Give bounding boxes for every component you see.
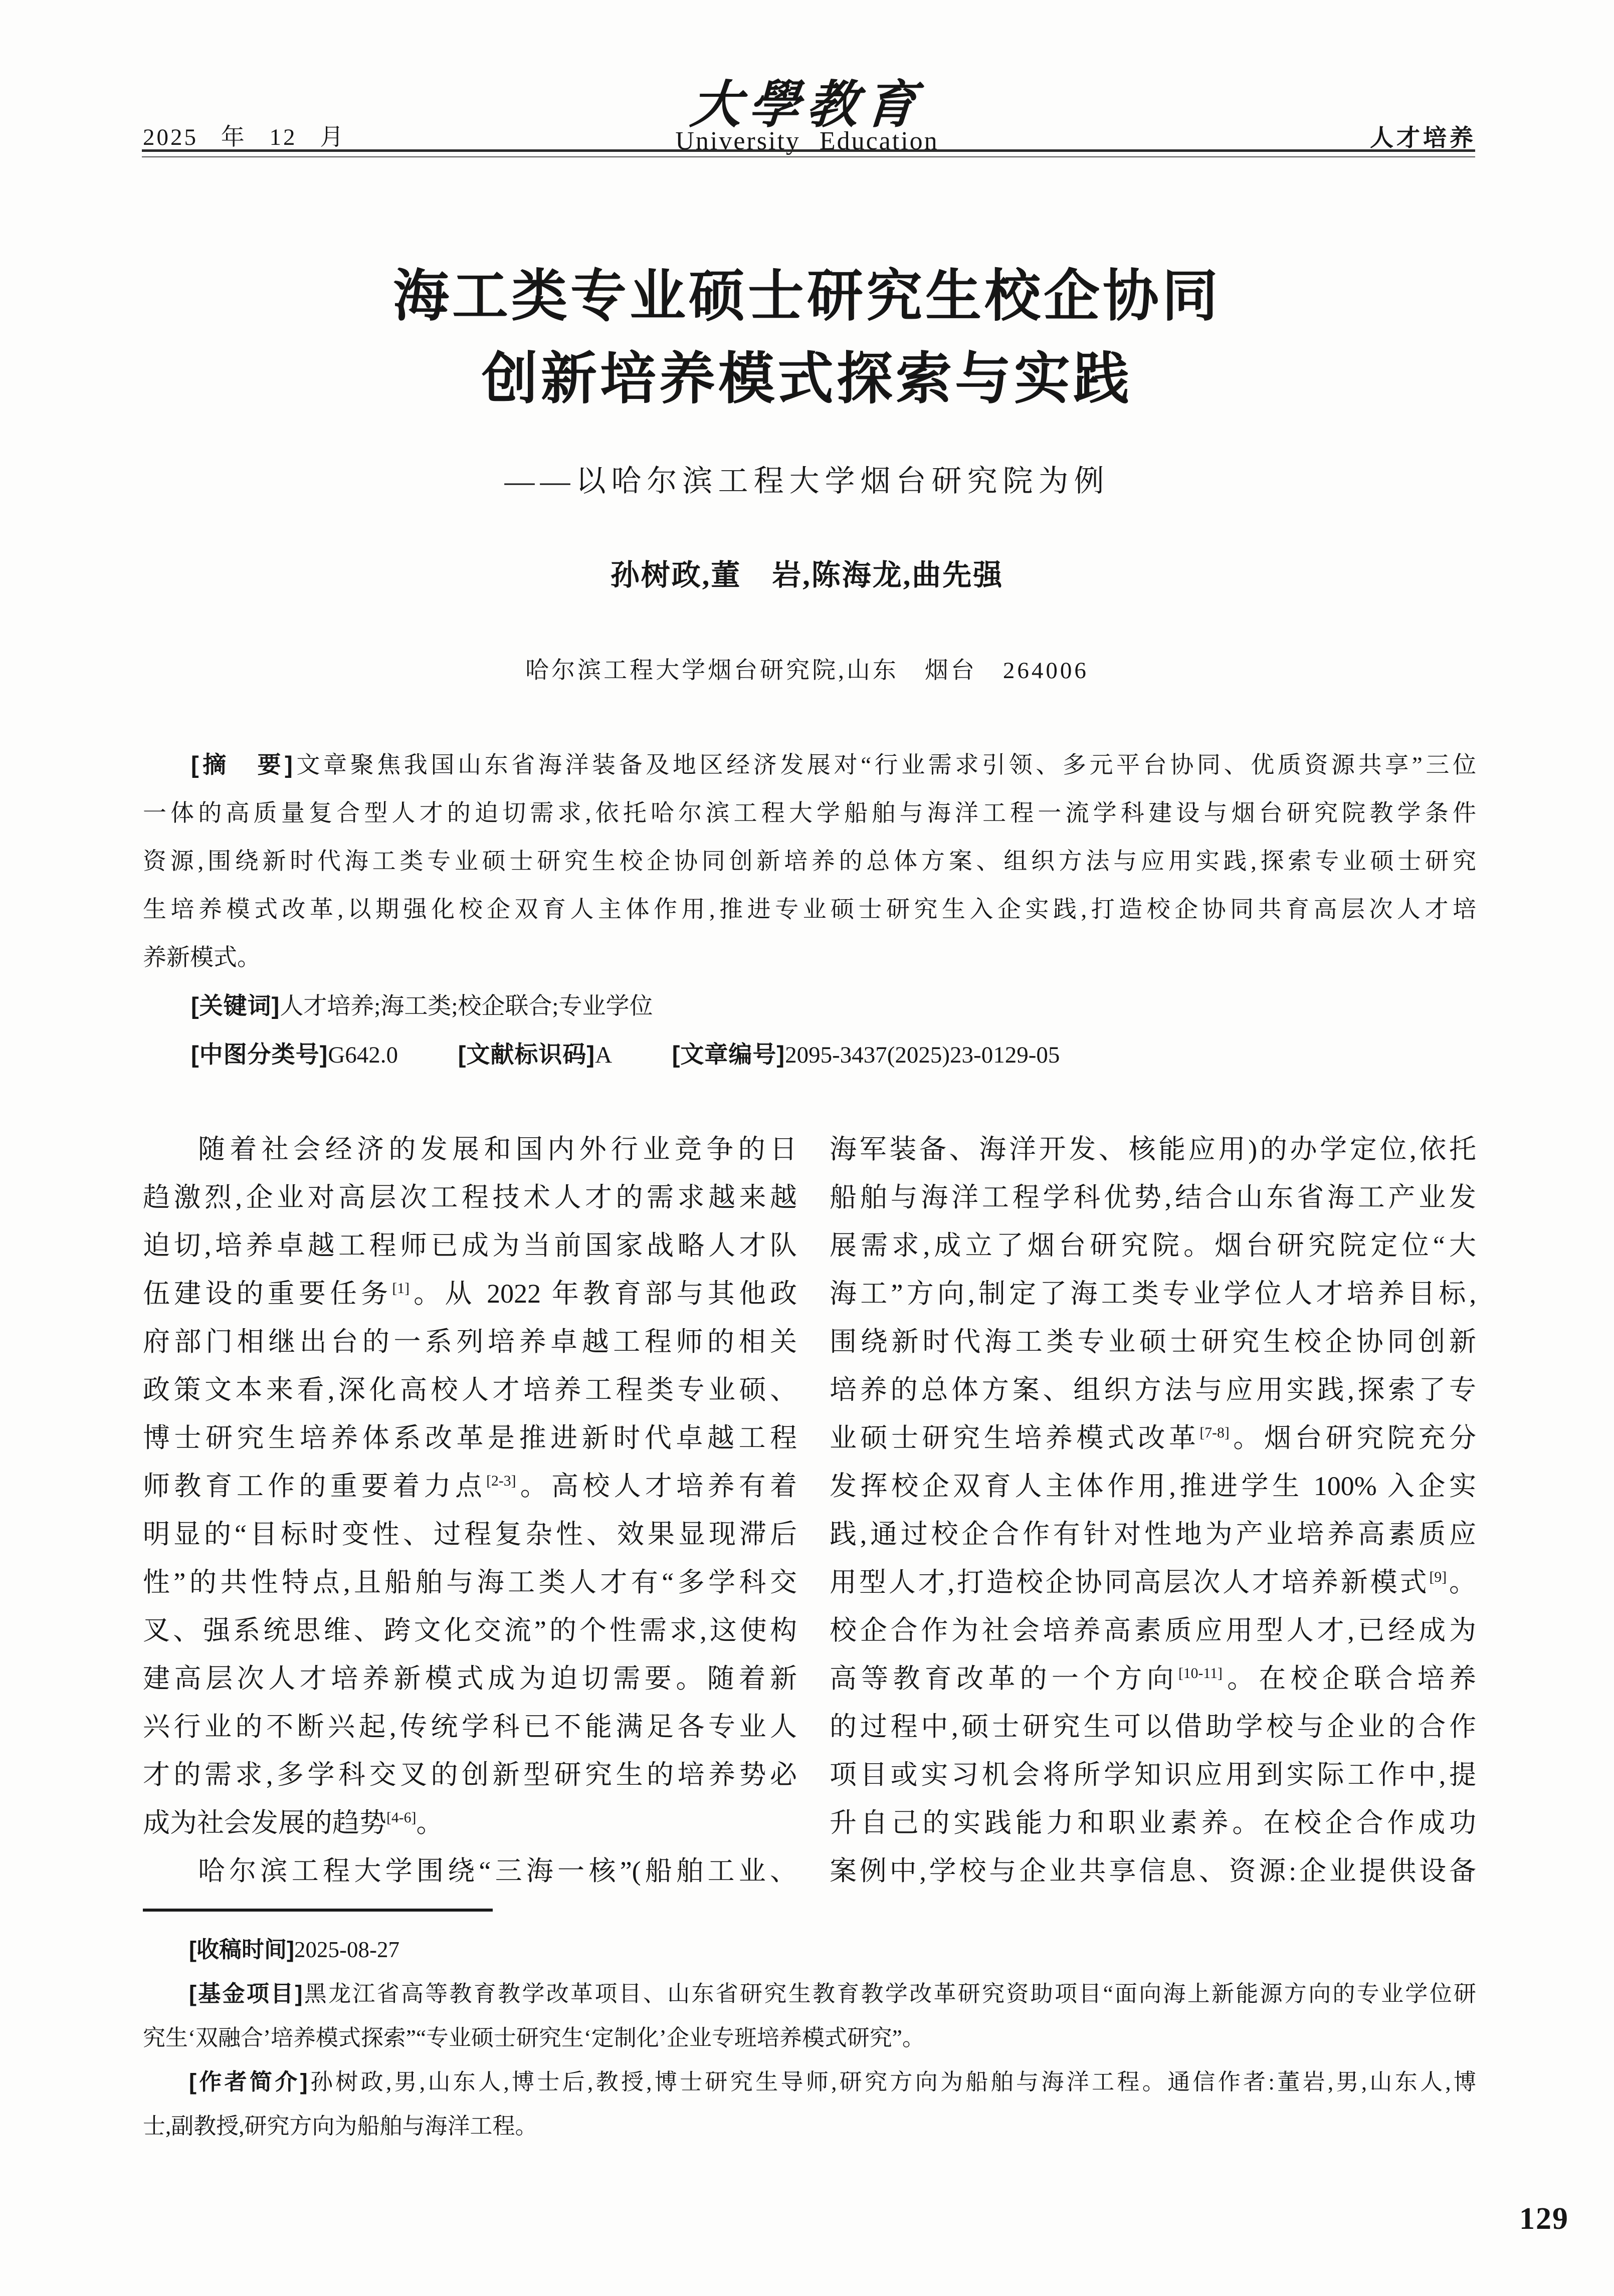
- clc-line: [143, 1030, 1476, 1079]
- text-line: 海工”方向,制定了海工类专业学位人才培养目标,: [830, 1279, 1476, 1309]
- text-line: 博士研究生培养体系改革是推进新时代卓越工程: [143, 1423, 797, 1453]
- text-line: 府部门相继出台的一系列培养卓越工程师的相关: [143, 1327, 797, 1357]
- document-code-label: [文献标识码]: [458, 1041, 595, 1068]
- abstract-text: 文章聚焦我国山东省海洋装备及地区经济发展对“行业需求引领、多元平台协同、优质资源共享”三位: [293, 752, 1476, 778]
- body-column-left: [143, 1125, 797, 1895]
- text-line: 资源,围绕新时代海工类专业硕士研究生校企协同创新培养的总体方案、组织方法与应用实践,探索专业硕士研究: [143, 849, 1476, 875]
- footnote-line: [作者简介]孙树政,男,山东人,博士后,教授,博士研究生导师,研究方向为船舶与海洋工程。通信作者:董岩,男,山东人,博: [189, 2069, 1476, 2095]
- text-line: 性”的共性特点,且船舶与海工类人才有“多学科交: [143, 1567, 797, 1597]
- text-line: 兴行业的不断兴起,传统学科已不能满足各专业人: [143, 1712, 797, 1742]
- keywords-text: 人才培养;海工类;校企联合;专业学位: [280, 993, 653, 1019]
- text-line: 培养的总体方案、组织方法与应用实践,探索了专: [830, 1375, 1476, 1405]
- article-title-line1: 海工类专业硕士研究生校企协同: [393, 265, 1221, 327]
- page-number: 129: [1519, 2202, 1569, 2236]
- text-line: 用型人才,打造校企协同高层次人才培养新模式[9]。: [830, 1567, 1477, 1597]
- document-code-value: A: [595, 1042, 613, 1068]
- body-column-right: [830, 1125, 1476, 1895]
- abstract-continuation: [143, 789, 1476, 982]
- abstract-label: [摘 要]: [191, 751, 293, 778]
- text-line: 一体的高质量复合型人才的迫切需求,依托哈尔滨工程大学船舶与海洋工程一流学科建设与烟台研究院教学条件: [143, 800, 1476, 826]
- text-line: 才的需求,多学科交叉的创新型研究生的培养势必: [143, 1760, 797, 1790]
- text-line: 哈尔滨工程大学围绕“三海一核”(船舶工业、: [198, 1856, 797, 1886]
- article-title-line2: 创新培养模式探索与实践: [482, 347, 1132, 410]
- keywords-line: [143, 982, 1476, 1030]
- text-line: 船舶与海洋工程学科优势,结合山东省海工产业发: [830, 1182, 1476, 1212]
- footnote-separator: [143, 1909, 493, 1912]
- text-line: 政策文本来看,深化高校人才培养工程类专业硕、: [143, 1375, 797, 1405]
- keywords-label: [关键词]: [191, 992, 280, 1019]
- text-line: 养新模式。: [143, 945, 261, 971]
- text-line: 伍建设的重要任务[1]。从 2022 年教育部与其他政: [143, 1279, 797, 1309]
- issue-date: 2025 年 12 月: [143, 124, 346, 150]
- text-line: 成为社会发展的趋势[4-6]。: [143, 1808, 444, 1838]
- text-line: 师教育工作的重要着力点[2-3]。高校人才培养有着: [143, 1471, 797, 1501]
- text-line: 升自己的实践能力和职业素养。在校企合作成功: [830, 1808, 1476, 1838]
- text-line: 趋激烈,企业对高层次工程技术人才的需求越来越: [143, 1182, 797, 1212]
- header-rule: [142, 149, 1475, 157]
- journal-name-en: University Education: [675, 127, 939, 155]
- abstract-first-line: [143, 741, 1476, 789]
- text-line: 随着社会经济的发展和国内外行业竞争的日: [198, 1134, 797, 1164]
- journal-logo-cn: 大學教育: [688, 75, 925, 135]
- text-line: 业硕士研究生培养模式改革[7-8]。烟台研究院充分: [830, 1423, 1477, 1453]
- article-id: [672, 1042, 1060, 1068]
- text-line: 明显的“目标时变性、过程复杂性、效果显现滞后: [143, 1519, 797, 1549]
- affiliation: 哈尔滨工程大学烟台研究院,山东 烟台 264006: [525, 658, 1089, 684]
- clc-number-label: [中图分类号]: [191, 1041, 328, 1068]
- footnote-line: [基金项目]黑龙江省高等教育教学改革项目、山东省研究生教育教学改革研究资助项目“面向海上新能源方向的专业学位研: [189, 1981, 1476, 2006]
- text-line: 践,通过校企合作有针对性地为产业培养高素质应: [830, 1519, 1476, 1549]
- text-line: 生培养模式改革,以期强化校企双育人主体作用,推进专业硕士研究生入企实践,打造校企协同共育高层次人才培: [143, 897, 1476, 923]
- text-line: 建高层次人才培养新模式成为迫切需要。随着新: [143, 1663, 797, 1694]
- footnote-line: 士,副教授,研究方向为船舶与海洋工程。: [143, 2114, 538, 2139]
- clc-number: [191, 1042, 398, 1068]
- text-line: 海军装备、海洋开发、核能应用)的办学定位,依托: [830, 1134, 1476, 1164]
- text-line: 项目或实习机会将所学知识应用到实际工作中,提: [830, 1760, 1476, 1790]
- text-line: 校企合作为社会培养高素质应用型人才,已经成为: [830, 1615, 1476, 1645]
- text-line: 展需求,成立了烟台研究院。烟台研究院定位“大: [830, 1230, 1476, 1261]
- article-id-label: [文章编号]: [672, 1041, 785, 1068]
- text-line: 围绕新时代海工类专业硕士研究生校企协同创新: [830, 1327, 1476, 1357]
- article-id-value: 2095-3437(2025)23-0129-05: [785, 1042, 1060, 1068]
- text-line: 案例中,学校与企业共享信息、资源:企业提供设备: [830, 1856, 1476, 1886]
- footnote-block: [143, 1928, 1476, 2148]
- article-subtitle: ——以哈尔滨工程大学烟台研究院为例: [504, 465, 1110, 498]
- text-line: 高等教育改革的一个方向[10-11]。在校企联合培养: [830, 1663, 1477, 1694]
- text-line: 发挥校企双育人主体作用,推进学生 100% 入企实: [830, 1471, 1476, 1501]
- clc-number-value: G642.0: [328, 1042, 398, 1068]
- column-label: 人才培养: [1370, 125, 1476, 151]
- document-code: [458, 1042, 612, 1068]
- text-line: 的过程中,硕士研究生可以借助学校与企业的合作: [830, 1712, 1476, 1742]
- text-line: 叉、强系统思维、跨文化交流”的个性需求,这使构: [143, 1615, 797, 1645]
- text-line: 迫切,培养卓越工程师已成为当前国家战略人才队: [143, 1230, 797, 1261]
- footnote-line: 究生‘双融合’培养模式探索”“专业硕士研究生‘定制化’企业专班培养模式研究”。: [143, 2025, 925, 2050]
- footnote-line: [收稿时间]2025-08-27: [189, 1937, 399, 1962]
- abstract-block: [143, 741, 1476, 1079]
- authors: 孙树政,董 岩,陈海龙,曲先强: [610, 559, 1004, 591]
